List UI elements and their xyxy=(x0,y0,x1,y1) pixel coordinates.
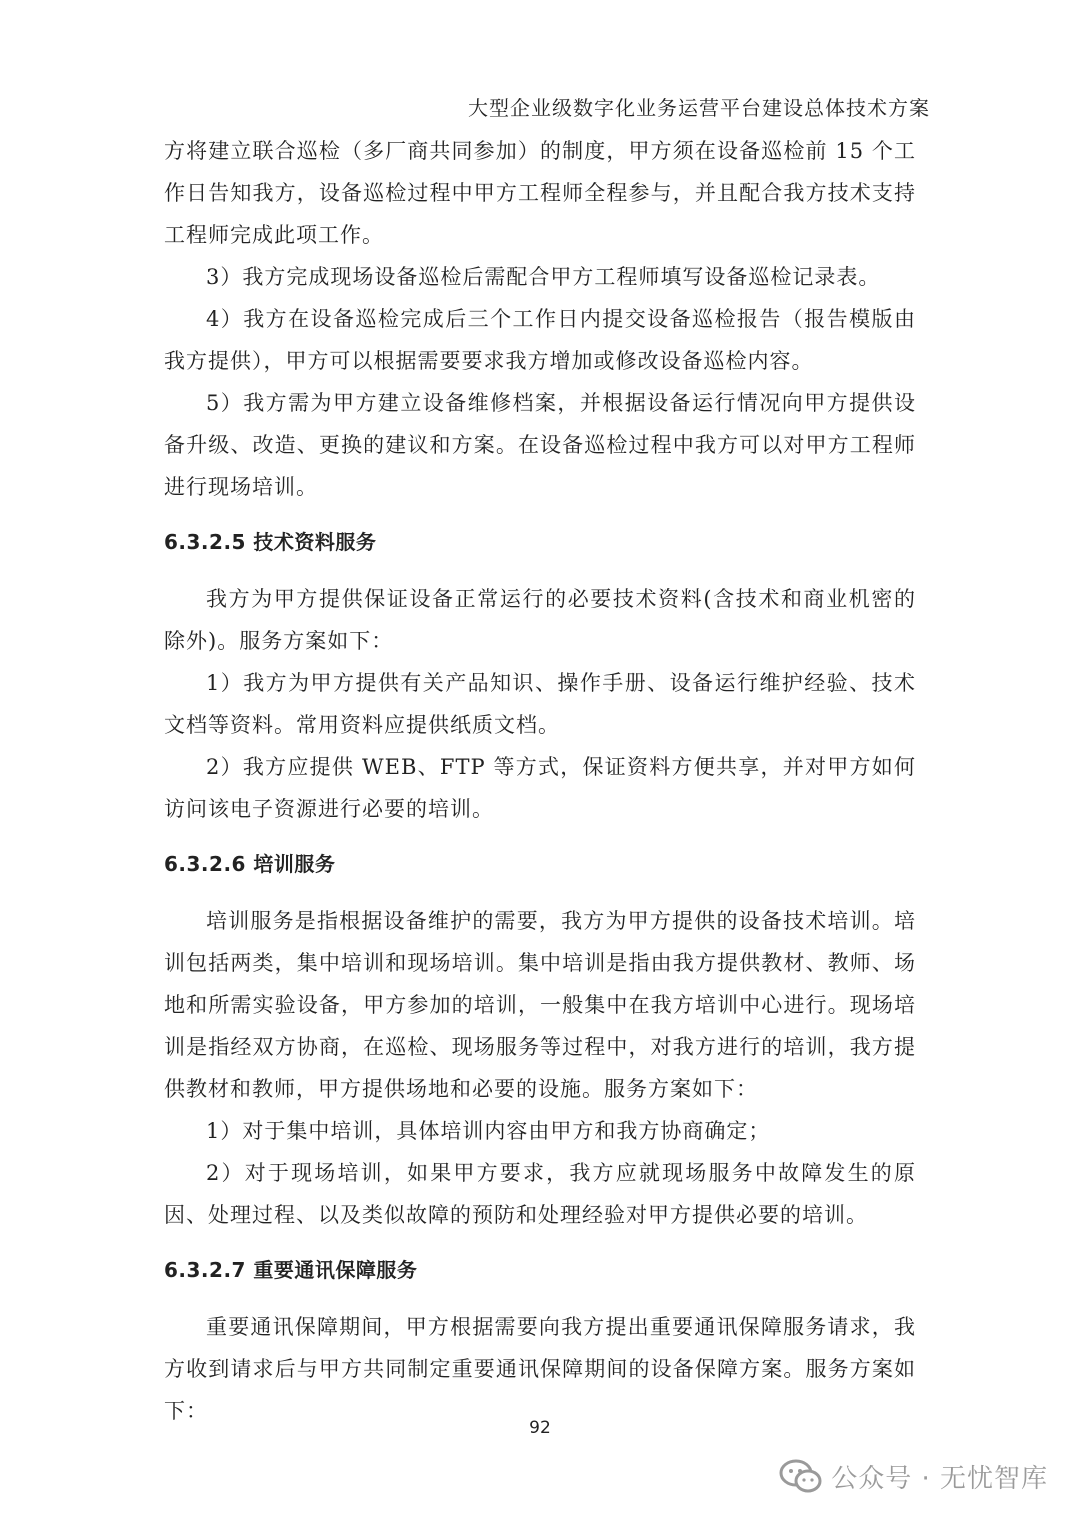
watermark-text: 公众号 · 无忧智库 xyxy=(831,1464,1048,1494)
section-heading: 6.3.2.5 技术资料服务 xyxy=(164,530,377,554)
page-content xyxy=(164,130,916,1432)
paragraph: 重要通讯保障期间，甲方根据需要向我方提出重要通讯保障服务请求，我方收到请求后与甲方共同制定重要通讯保障期间的设备保障方案。服务方案如下： xyxy=(164,1315,916,1423)
paragraph: 培训服务是指根据设备维护的需要，我方为甲方提供的设备技术培训。培训包括两类，集中培训和现场培训。集中培训是指由我方提供教材、教师、场地和所需实验设备，甲方参加的培训，一般集中在我方培训中心进行。现场培训是指经双方协商，在巡检、现场服务等过程中，对我方进行的培训，我方提供教材和教师，甲方提供场地和必要的设施。服务方案如下： xyxy=(164,909,916,1101)
paragraph: 方将建立联合巡检（多厂商共同参加）的制度，甲方须在设备巡检前 15 个工作日告知我方，设备巡检过程中甲方工程师全程参与，并且配合我方技术支持工程师完成此项工作。 xyxy=(164,139,916,247)
section-heading: 6.3.2.7 重要通讯保障服务 xyxy=(164,1258,418,1282)
list-item: 4）我方在设备巡检完成后三个工作日内提交设备巡检报告（报告模版由我方提供），甲方可以根据需要要求我方增加或修改设备巡检内容。 xyxy=(164,307,916,373)
list-item: 2）对于现场培训，如果甲方要求，我方应就现场服务中故障发生的原因、处理过程、以及类似故障的预防和处理经验对甲方提供必要的培训。 xyxy=(164,1161,916,1227)
list-item: 2）我方应提供 WEB、FTP 等方式，保证资料方便共享，并对甲方如何访问该电子资源进行必要的培训。 xyxy=(164,755,916,821)
list-item: 1）对于集中培训，具体培训内容由甲方和我方协商确定； xyxy=(206,1119,771,1143)
wechat-icon xyxy=(779,1459,823,1495)
list-item: 5）我方需为甲方建立设备维修档案，并根据设备运行情况向甲方提供设备升级、改造、更换的建议和方案。在设备巡检过程中我方可以对甲方工程师进行现场培训。 xyxy=(164,391,916,499)
paragraph: 我方为甲方提供保证设备正常运行的必要技术资料(含技术和商业机密的除外)。服务方案如下： xyxy=(164,587,916,653)
running-header: 大型企业级数字化业务运营平台建设总体技术方案 xyxy=(468,96,930,120)
watermark xyxy=(779,1458,1048,1495)
page-number: 92 xyxy=(529,1418,551,1438)
list-item: 3）我方完成现场设备巡检后需配合甲方工程师填写设备巡检记录表。 xyxy=(206,265,881,289)
section-heading: 6.3.2.6 培训服务 xyxy=(164,852,336,876)
list-item: 1）我方为甲方提供有关产品知识、操作手册、设备运行维护经验、技术文档等资料。常用资料应提供纸质文档。 xyxy=(164,671,916,737)
